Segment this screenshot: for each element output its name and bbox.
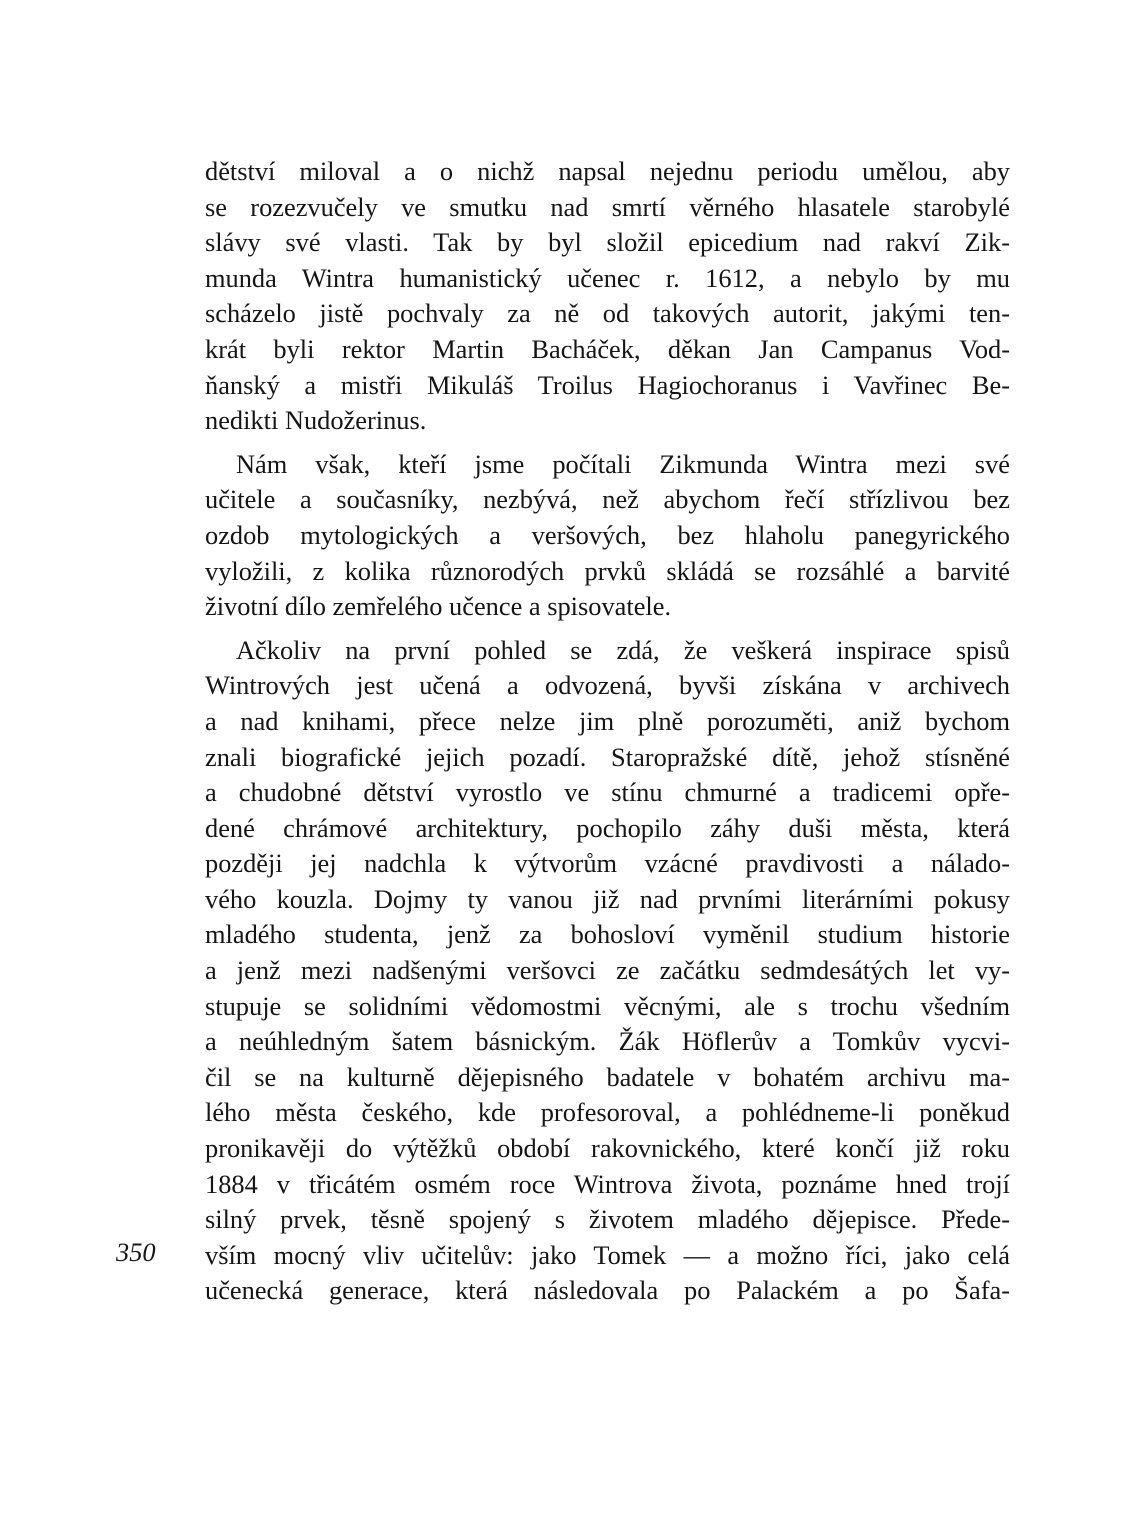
text-line: Wintrových jest učená a odvozená, byvši získána v archivech: [205, 670, 1010, 701]
text-line: vyložili, z kolika různorodých prvků skládá se rozsáhlé a barvité: [205, 555, 1010, 586]
text-line: lého města českého, kde profesoroval, a pohlédneme-li poněkud: [205, 1097, 1010, 1128]
text-line: vého kouzla. Dojmy ty vanou již nad prvními literárními pokusy: [205, 883, 1010, 914]
text-line: pronikavěji do výtěžků období rakovnického, které končí již roku: [205, 1133, 1010, 1164]
text-line: dětství miloval a o nichž napsal nejednu periodu umělou, aby: [205, 156, 1010, 186]
text-line: a jenž mezi nadšenými veršovci ze začátku sedmdesátých let vy-: [205, 955, 1010, 986]
text-line: stupuje se solidními vědomostmi věcnými, ale s trochu všedním: [205, 990, 1010, 1021]
text-line: krát byli rektor Martin Bacháček, děkan Jan Campanus Vod-: [205, 333, 1010, 364]
paragraph-gap: [205, 439, 1010, 447]
paragraph: [205, 154, 1010, 439]
text-line: 1884 v třicátém osmém roce Wintrova života, poznáme hned trojí: [205, 1168, 1010, 1199]
text-line: později jej nadchla k výtvorům vzácné pravdivosti a nálado-: [205, 848, 1010, 879]
text-line: mladého studenta, jenž za bohosloví vyměnil studium historie: [205, 919, 1010, 950]
text-line: slávy své vlasti. Tak by byl složil epicedium nad rakví Zik-: [205, 227, 1010, 258]
paragraph: [205, 447, 1010, 625]
text-line: munda Wintra humanistický učenec r. 1612, a nebylo by mu: [205, 262, 1010, 293]
text-line: znali biografické jejich pozadí. Staropražské dítě, jehož stísněné: [205, 741, 1010, 772]
page-number: 350: [116, 1237, 156, 1267]
text-line: Ačkoliv na první pohled se zdá, že veškerá inspirace spisů: [236, 634, 1010, 665]
text-line: dené chrámové architektury, pochopilo záhy duši města, která: [205, 812, 1010, 843]
text-line: silný prvek, těsně spojený s životem mladého dějepisce. Přede-: [205, 1204, 1010, 1235]
text-line: životní dílo zemřelého učence a spisovatele.: [205, 591, 672, 622]
paragraph-gap: [205, 625, 1010, 633]
text-line: učitele a současníky, nezbývá, než abychom řečí střízlivou bez: [205, 484, 1010, 515]
text-line: Nám však, kteří jsme počítali Zikmunda Wintra mezi své: [236, 448, 1010, 479]
page-body: [205, 154, 1010, 1309]
text-line: a nad knihami, přece nelze jim plně porozuměti, aniž bychom: [205, 705, 1010, 736]
text-line: se rozezvučely ve smutku nad smrtí věrného hlasatele starobylé: [205, 191, 1010, 222]
text-line: čil se na kulturně dějepisného badatele v bohatém archivu ma-: [205, 1061, 1010, 1092]
text-line: ozdob mytologických a veršových, bez hlaholu panegyrického: [205, 519, 1010, 550]
text-line: a neúhledným šatem básnickým. Žák Höflerův a Tomkův vycvi-: [205, 1026, 1010, 1057]
text-line: učenecká generace, která následovala po Palackém a po Šafa-: [205, 1275, 1010, 1306]
text-line: nedikti Nudožerinus.: [205, 405, 427, 436]
text-line: vším mocný vliv učitelův: jako Tomek — a možno říci, jako celá: [205, 1239, 1010, 1270]
text-line: a chudobné dětství vyrostlo ve stínu chmurné a tradicemi opře-: [205, 777, 1010, 808]
text-line: ňanský a mistři Mikuláš Troilus Hagiochoranus i Vavřinec Be-: [205, 369, 1010, 400]
text-line: scházelo jistě pochvaly za ně od takových autorit, jakými ten-: [205, 298, 1010, 329]
paragraph: [205, 633, 1010, 1309]
